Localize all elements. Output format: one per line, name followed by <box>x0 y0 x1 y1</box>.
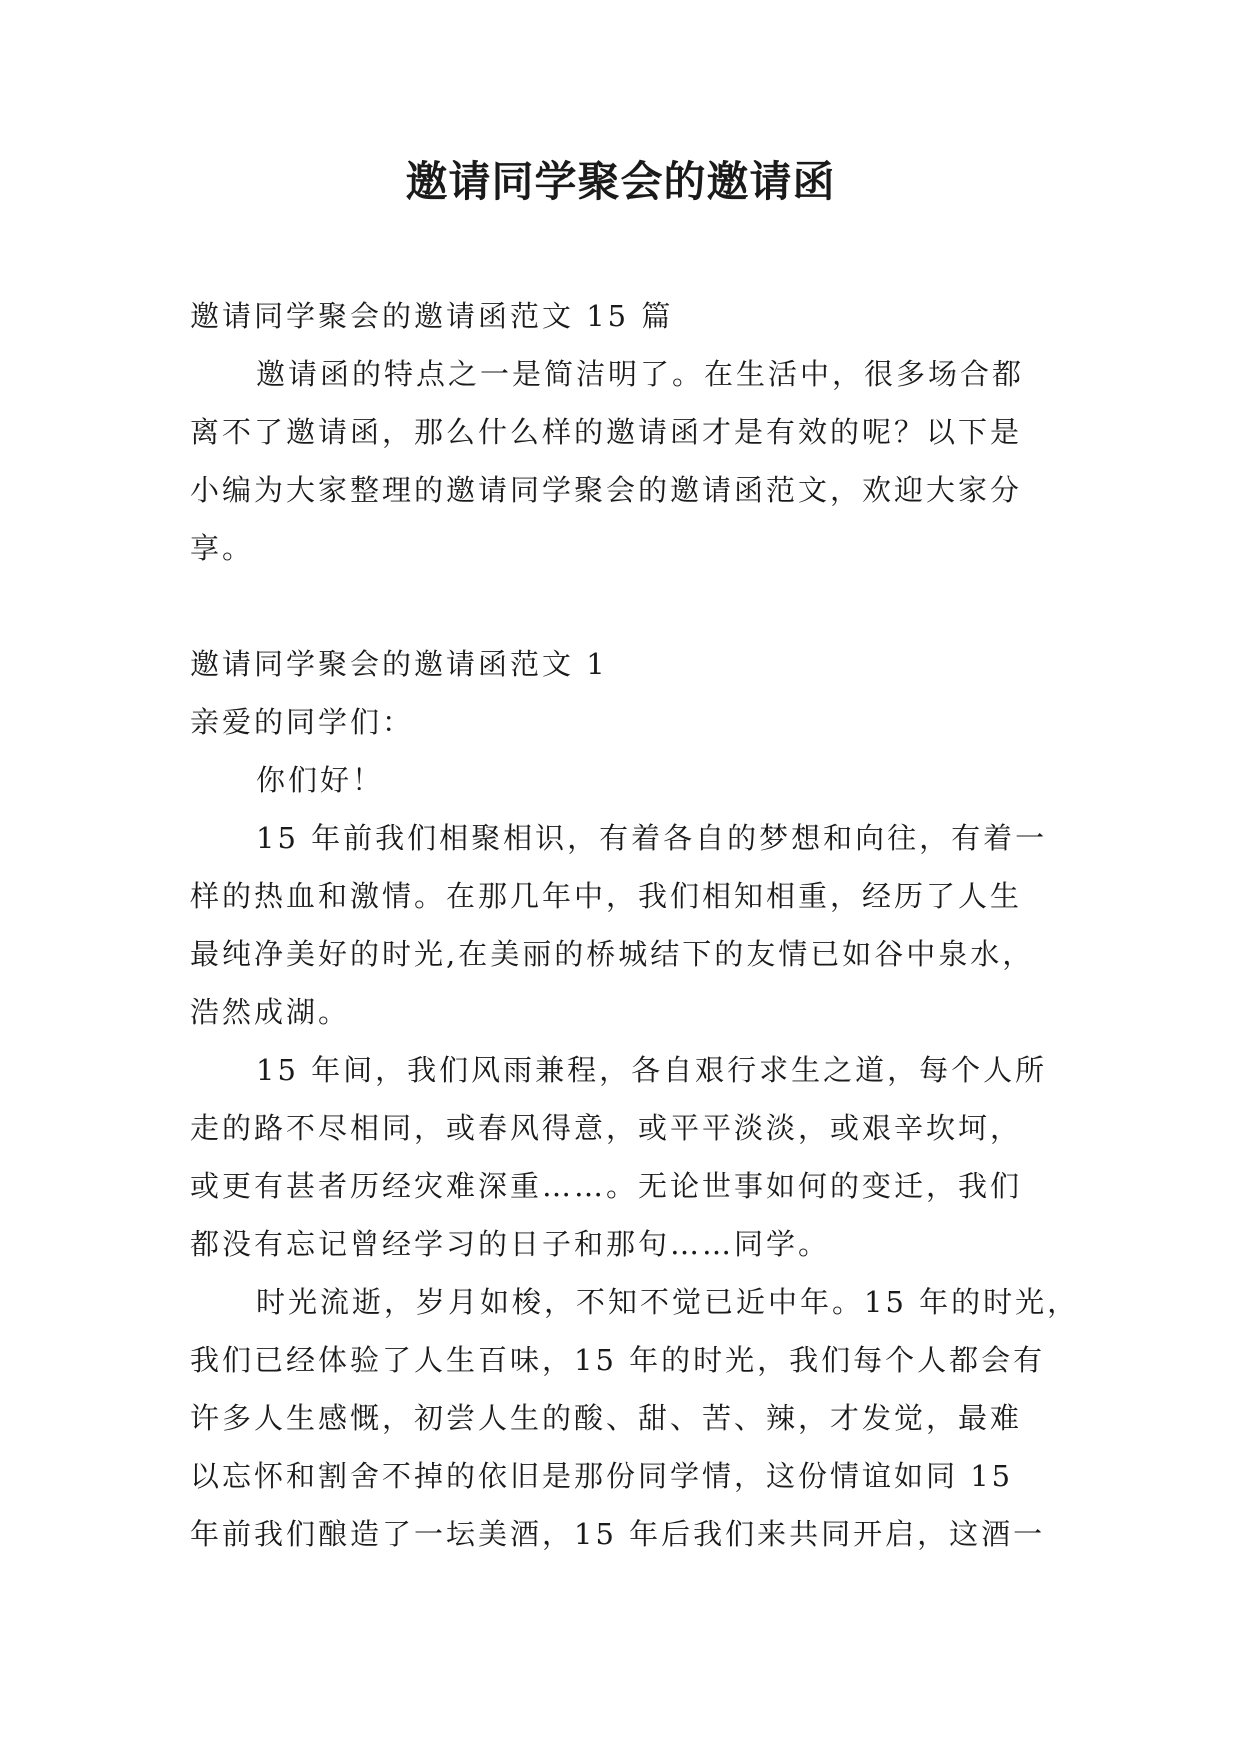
document-subtitle: 邀请同学聚会的邀请函范文 15 篇 <box>190 299 674 333</box>
paragraph-line: 我们已经体验了人生百味，15 年的时光，我们每个人都会有 <box>190 1343 1046 1377</box>
intro-line: 享。 <box>190 531 255 565</box>
paragraph-line: 都没有忘记曾经学习的日子和那句……同学。 <box>190 1227 831 1261</box>
body-paragraph-1 <box>190 809 1052 1041</box>
section-heading: 邀请同学聚会的邀请函范文 1 <box>190 647 608 681</box>
intro-line: 离不了邀请函，那么什么样的邀请函才是有效的呢？以下是 <box>190 415 1023 449</box>
intro-paragraph <box>190 345 1052 577</box>
body-paragraph-3 <box>190 1273 1080 1563</box>
intro-line: 邀请函的特点之一是简洁明了。在生活中，很多场合都 <box>256 357 1025 391</box>
greeting: 你们好！ <box>256 763 385 797</box>
section-spacer <box>190 577 1052 635</box>
salutation: 亲爱的同学们： <box>190 705 415 739</box>
document-title: 邀请同学聚会的邀请函 <box>405 157 836 206</box>
paragraph-line: 以忘怀和割舍不掉的依旧是那份同学情，这份情谊如同 15 <box>190 1459 1014 1493</box>
paragraph-line: 时光流逝，岁月如梭，不知不觉已近中年。15 年的时光， <box>256 1285 1080 1319</box>
paragraph-line: 最纯净美好的时光,在美丽的桥城结下的友情已如谷中泉水， <box>190 937 1035 971</box>
document-body <box>190 287 1080 1563</box>
paragraph-line: 许多人生感慨，初尝人生的酸、甜、苦、辣，才发觉，最难 <box>190 1401 1023 1435</box>
paragraph-line: 15 年间，我们风雨兼程，各自艰行求生之道，每个人所 <box>256 1053 1048 1087</box>
body-paragraph-2 <box>190 1041 1052 1273</box>
intro-line: 小编为大家整理的邀请同学聚会的邀请函范文，欢迎大家分 <box>190 473 1023 507</box>
paragraph-line: 年前我们酿造了一坛美酒，15 年后我们来共同开启，这酒一 <box>190 1517 1046 1551</box>
paragraph-line: 15 年前我们相聚相识，有着各自的梦想和向往，有着一 <box>256 821 1048 855</box>
paragraph-line: 样的热血和激情。在那几年中，我们相知相重，经历了人生 <box>190 879 1023 913</box>
paragraph-line: 浩然成湖。 <box>190 995 351 1029</box>
paragraph-line: 或更有甚者历经灾难深重……。无论世事如何的变迁，我们 <box>190 1169 1023 1203</box>
paragraph-line: 走的路不尽相同，或春风得意，或平平淡淡，或艰辛坎坷， <box>190 1111 1023 1145</box>
